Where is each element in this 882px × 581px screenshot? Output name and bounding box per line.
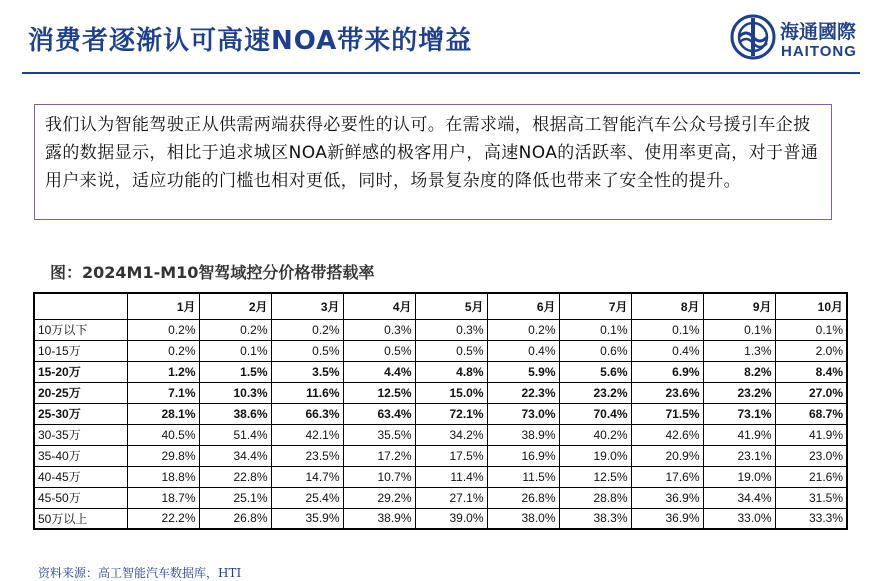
table-cell: 5.6% bbox=[559, 361, 631, 382]
table-cell: 38.0% bbox=[487, 508, 559, 529]
table-cell: 22.8% bbox=[199, 466, 271, 487]
table-row bbox=[34, 382, 847, 403]
row-label: 35-40万 bbox=[34, 445, 127, 466]
table-row bbox=[34, 361, 847, 382]
row-label: 40-45万 bbox=[34, 466, 127, 487]
summary-text: 我们认为智能驾驶正从供需两端获得必要性的认可。在需求端，根据高工智能汽车公众号援引车企披露的数据显示，相比于追求城区NOA新鲜感的极客用户，高速NOA的活跃率、使用率更高，对于普通用户来说，适应功能的门槛也相对更低，同时，场景复杂度的降低也带来了安全性的提升。 bbox=[45, 115, 819, 191]
table-cell: 73.0% bbox=[487, 403, 559, 424]
table-cell: 18.8% bbox=[127, 466, 199, 487]
table-cell: 28.1% bbox=[127, 403, 199, 424]
row-label: 10-15万 bbox=[34, 340, 127, 361]
table-cell: 51.4% bbox=[199, 424, 271, 445]
column-header: 9月 bbox=[703, 293, 775, 319]
table-cell: 6.9% bbox=[631, 361, 703, 382]
column-header: 4月 bbox=[343, 293, 415, 319]
table-cell: 23.1% bbox=[703, 445, 775, 466]
table-cell: 29.2% bbox=[343, 487, 415, 508]
table-cell: 73.1% bbox=[703, 403, 775, 424]
table-cell: 35.5% bbox=[343, 424, 415, 445]
row-label: 45-50万 bbox=[34, 487, 127, 508]
table-cell: 0.2% bbox=[127, 319, 199, 340]
table-cell: 63.4% bbox=[343, 403, 415, 424]
table-cell: 36.9% bbox=[631, 508, 703, 529]
table-cell: 26.8% bbox=[487, 487, 559, 508]
table-cell: 39.0% bbox=[415, 508, 487, 529]
table-cell: 21.6% bbox=[775, 466, 847, 487]
table-cell: 11.5% bbox=[487, 466, 559, 487]
slide-title: 消费者逐渐认可高速NOA带来的增益 bbox=[28, 26, 473, 56]
table-row bbox=[34, 424, 847, 445]
table-cell: 0.2% bbox=[487, 319, 559, 340]
table-cell: 17.5% bbox=[415, 445, 487, 466]
table-cell: 25.4% bbox=[271, 487, 343, 508]
table-cell: 4.4% bbox=[343, 361, 415, 382]
table-cell: 26.8% bbox=[199, 508, 271, 529]
table-cell: 10.3% bbox=[199, 382, 271, 403]
company-logo bbox=[730, 14, 870, 66]
haitong-logo-icon bbox=[730, 14, 776, 60]
table-cell: 4.8% bbox=[415, 361, 487, 382]
table-cell: 8.4% bbox=[775, 361, 847, 382]
table-cell: 0.6% bbox=[559, 340, 631, 361]
column-header: 7月 bbox=[559, 293, 631, 319]
table-header-row bbox=[34, 293, 847, 319]
row-label: 25-30万 bbox=[34, 403, 127, 424]
table-row bbox=[34, 487, 847, 508]
row-label: 20-25万 bbox=[34, 382, 127, 403]
row-label: 10万以下 bbox=[34, 319, 127, 340]
table-cell: 23.2% bbox=[703, 382, 775, 403]
source-note: 资料来源：高工智能汽车数据库，HTI bbox=[38, 566, 242, 580]
table-cell: 19.0% bbox=[703, 466, 775, 487]
logo-name-en: HAITONG bbox=[781, 43, 857, 60]
table-cell: 38.6% bbox=[199, 403, 271, 424]
table-cell: 11.6% bbox=[271, 382, 343, 403]
table-cell: 22.2% bbox=[127, 508, 199, 529]
table-cell: 5.9% bbox=[487, 361, 559, 382]
table-cell: 28.8% bbox=[559, 487, 631, 508]
column-header: 5月 bbox=[415, 293, 487, 319]
table-cell: 0.5% bbox=[271, 340, 343, 361]
table-row bbox=[34, 403, 847, 424]
table-cell: 41.9% bbox=[703, 424, 775, 445]
table-cell: 68.7% bbox=[775, 403, 847, 424]
table-cell: 23.6% bbox=[631, 382, 703, 403]
table-cell: 12.5% bbox=[559, 466, 631, 487]
table-cell: 34.2% bbox=[415, 424, 487, 445]
table-cell: 38.9% bbox=[343, 508, 415, 529]
table-cell: 41.9% bbox=[775, 424, 847, 445]
table-cell: 0.3% bbox=[343, 319, 415, 340]
table-cell: 11.4% bbox=[415, 466, 487, 487]
table-cell: 40.2% bbox=[559, 424, 631, 445]
table-cell: 66.3% bbox=[271, 403, 343, 424]
table-cell: 17.2% bbox=[343, 445, 415, 466]
row-label: 30-35万 bbox=[34, 424, 127, 445]
column-header: 1月 bbox=[127, 293, 199, 319]
table-cell: 70.4% bbox=[559, 403, 631, 424]
table-cell: 33.0% bbox=[703, 508, 775, 529]
table-row bbox=[34, 445, 847, 466]
column-header: 2月 bbox=[199, 293, 271, 319]
table-cell: 7.1% bbox=[127, 382, 199, 403]
table-cell: 23.2% bbox=[559, 382, 631, 403]
table-cell: 14.7% bbox=[271, 466, 343, 487]
table-cell: 38.3% bbox=[559, 508, 631, 529]
table-cell: 42.1% bbox=[271, 424, 343, 445]
table-cell: 15.0% bbox=[415, 382, 487, 403]
chart-caption: 图：2024M1-M10智驾域控分价格带搭载率 bbox=[50, 263, 375, 282]
table-cell: 0.2% bbox=[127, 340, 199, 361]
table-cell: 0.3% bbox=[415, 319, 487, 340]
table-cell: 0.1% bbox=[631, 319, 703, 340]
row-label: 15-20万 bbox=[34, 361, 127, 382]
table-cell: 2.0% bbox=[775, 340, 847, 361]
table-cell: 36.9% bbox=[631, 487, 703, 508]
table-cell: 17.6% bbox=[631, 466, 703, 487]
table-cell: 0.1% bbox=[703, 319, 775, 340]
table-cell: 1.3% bbox=[703, 340, 775, 361]
logo-name-cn: 海通國際 bbox=[780, 21, 857, 43]
table-cell: 22.3% bbox=[487, 382, 559, 403]
table-cell: 0.1% bbox=[199, 340, 271, 361]
table-cell: 72.1% bbox=[415, 403, 487, 424]
table-cell: 27.0% bbox=[775, 382, 847, 403]
table-cell: 23.0% bbox=[775, 445, 847, 466]
table-cell: 42.6% bbox=[631, 424, 703, 445]
table-cell: 10.7% bbox=[343, 466, 415, 487]
table-row bbox=[34, 319, 847, 340]
table-row bbox=[34, 466, 847, 487]
table-cell: 0.1% bbox=[775, 319, 847, 340]
table-cell: 38.9% bbox=[487, 424, 559, 445]
table-cell: 33.3% bbox=[775, 508, 847, 529]
table-cell: 12.5% bbox=[343, 382, 415, 403]
table-cell: 29.8% bbox=[127, 445, 199, 466]
table-cell: 0.5% bbox=[343, 340, 415, 361]
table-cell: 1.5% bbox=[199, 361, 271, 382]
table-cell: 0.2% bbox=[271, 319, 343, 340]
title-divider bbox=[22, 72, 860, 74]
table-cell: 16.9% bbox=[487, 445, 559, 466]
table-cell: 31.5% bbox=[775, 487, 847, 508]
table-cell: 27.1% bbox=[415, 487, 487, 508]
table-cell: 34.4% bbox=[199, 445, 271, 466]
summary-box bbox=[34, 104, 832, 220]
table-cell: 0.1% bbox=[559, 319, 631, 340]
table-cell: 0.4% bbox=[487, 340, 559, 361]
column-header: 10月 bbox=[775, 293, 847, 319]
table-cell: 1.2% bbox=[127, 361, 199, 382]
table-row bbox=[34, 340, 847, 361]
row-label: 50万以上 bbox=[34, 508, 127, 529]
table-cell: 18.7% bbox=[127, 487, 199, 508]
table-cell: 19.0% bbox=[559, 445, 631, 466]
table-cell: 71.5% bbox=[631, 403, 703, 424]
table-cell: 34.4% bbox=[703, 487, 775, 508]
table-cell: 0.4% bbox=[631, 340, 703, 361]
table-cell: 23.5% bbox=[271, 445, 343, 466]
table-cell: 35.9% bbox=[271, 508, 343, 529]
table-row bbox=[34, 508, 847, 529]
table-cell: 25.1% bbox=[199, 487, 271, 508]
table-cell: 40.5% bbox=[127, 424, 199, 445]
table-cell: 8.2% bbox=[703, 361, 775, 382]
column-header: 3月 bbox=[271, 293, 343, 319]
table-cell: 0.2% bbox=[199, 319, 271, 340]
table-cell: 3.5% bbox=[271, 361, 343, 382]
table-corner-cell bbox=[34, 293, 127, 319]
column-header: 8月 bbox=[631, 293, 703, 319]
penetration-table bbox=[33, 292, 848, 530]
table-cell: 0.5% bbox=[415, 340, 487, 361]
table-cell: 20.9% bbox=[631, 445, 703, 466]
column-header: 6月 bbox=[487, 293, 559, 319]
